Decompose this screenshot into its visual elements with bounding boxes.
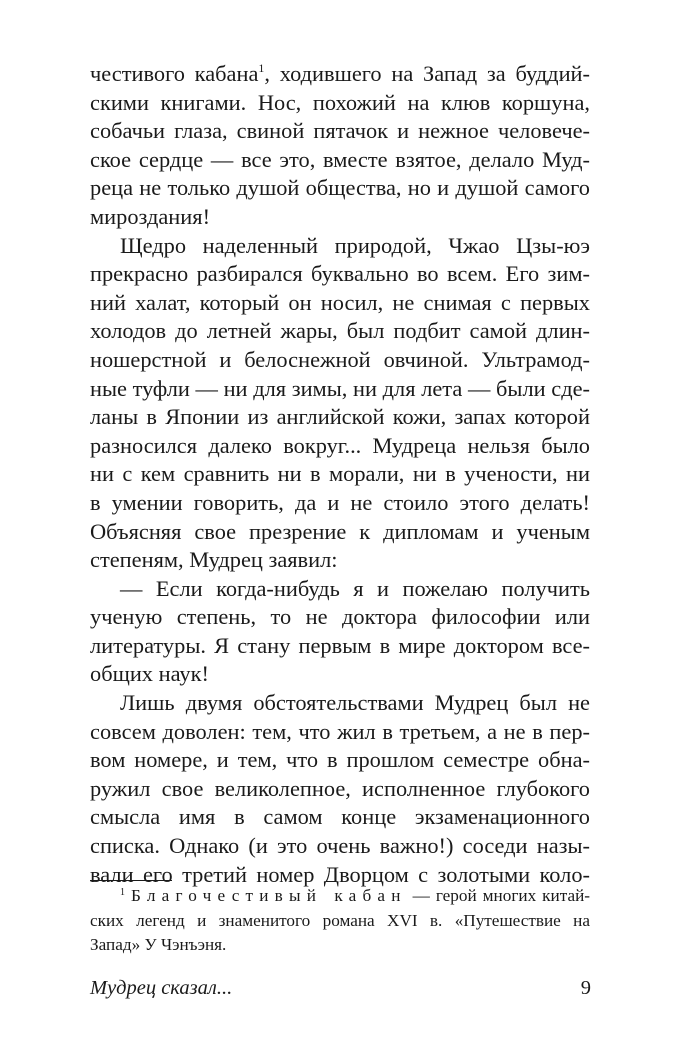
running-title: Мудрец сказал...: [90, 977, 233, 999]
text-line: вом номере, и тем, что в прошлом семестре обна-: [90, 747, 590, 773]
text-line: ланы в Японии из английской кожи, запах которой: [90, 404, 590, 430]
text-line: ные туфли — ни для зимы, ни для лета — были сде-: [90, 375, 590, 401]
footnote-line: ских легенд и знаменитого романа XVI в. «Путешествие на: [90, 910, 590, 930]
text-line: прекрасно разбирался буквально во всем. Его зим-: [90, 261, 590, 287]
text-line: ношерстной и белоснежной овчиной. Ультрамод-: [90, 346, 590, 372]
footnote-reference[interactable]: 1: [258, 61, 265, 75]
footnote-line: $^1$ Благочестивый кабан — герой многих китай-: [120, 886, 591, 905]
page-number: 9: [580, 977, 591, 999]
text-line: собачьи глаза, свиной пятачок и нежное человече-: [90, 118, 590, 144]
footnote-divider: [90, 880, 172, 881]
footnote-mark: 1: [120, 887, 125, 898]
text-line: ученую степень, то не доктора философии или: [90, 604, 590, 630]
text-line: ни с кем сравнить ни в морали, ни в учености, ни: [90, 461, 590, 487]
text-line: литературы. Я стану первым в мире доктором все-: [90, 632, 590, 658]
text-line: вали его третий номер Дворцом с золотыми коло-: [90, 861, 590, 887]
text-line: мироздания!: [90, 203, 211, 229]
text-line: ружил свое великолепное, исполненное глубокого: [90, 775, 590, 801]
text-line: ний халат, который он носил, не снимая с первых: [90, 289, 590, 315]
text-line: разносился далеко вокруг... Мудреца нельзя было: [90, 432, 590, 458]
text-line: общих наук!: [90, 661, 209, 687]
footnote-term: Благочестивый кабан: [131, 886, 407, 905]
text-line: смысла имя в самом конце экзаменационного: [90, 804, 590, 830]
text-line: Лишь двумя обстоятельствами Мудрец был не: [120, 690, 590, 716]
text-line: совсем доволен: тем, что жил в третьем, а не в пер-: [90, 718, 590, 744]
text-line: Объясняя свое презрение к дипломам и ученым: [90, 518, 590, 544]
text-line: Щедро наделенный природой, Чжао Цзы-юэ: [120, 232, 590, 258]
text-line: реца не только душой общества, но и душой самого: [90, 175, 590, 201]
text-line: холодов до летней жары, был подбит самой длин-: [90, 318, 590, 344]
text-line: ское сердце — все это, вместе взятое, делало Муд-: [90, 146, 590, 172]
text-line: списка. Однако (и это очень важно!) соседи назы-: [90, 833, 590, 859]
text-line: — Если когда-нибудь я и пожелаю получить: [120, 575, 590, 601]
text-line: степеням, Мудрец заявил:: [90, 547, 338, 573]
main-text: [90, 60, 590, 889]
footnote: [90, 884, 590, 958]
text-line: скими книгами. Нос, похожий на клюв коршуна,: [90, 89, 590, 115]
text-line: честивого кабана$^1$, ходившего на Запад за буддий-: [90, 61, 590, 86]
text-line: в умении говорить, да и не стоило этого делать!: [90, 489, 590, 515]
footnote-line: Запад» У Чэнъэня.: [90, 935, 227, 954]
